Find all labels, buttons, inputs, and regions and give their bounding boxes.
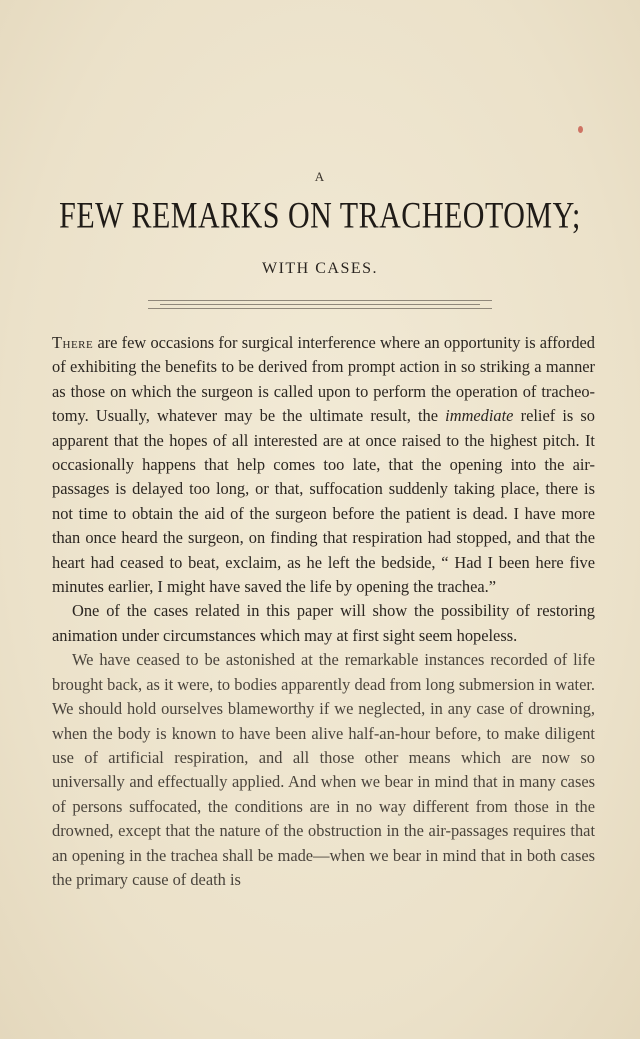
emphasis-word: immediate bbox=[445, 406, 514, 426]
paragraph-2: One of the cases related in this paper will show the possibility of restoring animation under circumstances which may at first sight seem hopeless. bbox=[52, 601, 595, 645]
paragraph-3: We have ceased to be astonished at the remarkable instances recorded of life brought back, as it were, to bodies apparently dead from long submersion in water. We should hold ourselves blameworthy if we neglected, in any case of drowning, when the body is known to have been alive half-an-hour before, to make diligent use of artificial respiration, and all those other means which are now so universally and effectually applied. And when we bear in mind that in many cases of persons suffocated, the conditions are in no way different from those in the drowned, except that the nature of the obstruction in the air-passages requires that an opening in the trachea shall be made—when we bear in mind that in both cases the primary cause of death is bbox=[52, 650, 595, 889]
paragraph-1-text-after: relief is so apparent that the hopes of all interested are at once raised to the highest pitch. It occasionally happens that help comes too late, that the opening into the air-passages is delayed too long, or that, suffocation suddenly taking place, there is not time to obtain the aid of the surgeon before the patient is dead. I have more than once heard the surgeon, on finding that respiration had stopped, and that the heart had ceased to beat, exclaim, as he left the bedside, “ Had I been here five minutes earlier, I might have saved the life by opening the trachea.” bbox=[52, 406, 595, 597]
page-title: FEW REMARKS ON TRACHEOTOMY; bbox=[59, 196, 581, 237]
paragraph-1-text: are few occasions for surgical interference where an opportunity is afforded of exhibiting the benefits to be derived from prompt action in so striking a manner as those on which the surgeon is called upon to perform the operation of tracheo-tomy. Usually, whatever may be the ultimate result, the bbox=[52, 333, 595, 426]
lead-word: There bbox=[52, 333, 94, 352]
paragraph-1 bbox=[52, 331, 595, 599]
divider-rule-top bbox=[148, 300, 492, 301]
divider-rule-middle bbox=[160, 304, 480, 305]
ink-spot bbox=[578, 126, 583, 133]
divider-rule-bottom bbox=[148, 308, 492, 309]
subtitle: WITH CASES. bbox=[261, 260, 379, 277]
body-text bbox=[52, 331, 595, 892]
article-label: A bbox=[314, 169, 326, 184]
